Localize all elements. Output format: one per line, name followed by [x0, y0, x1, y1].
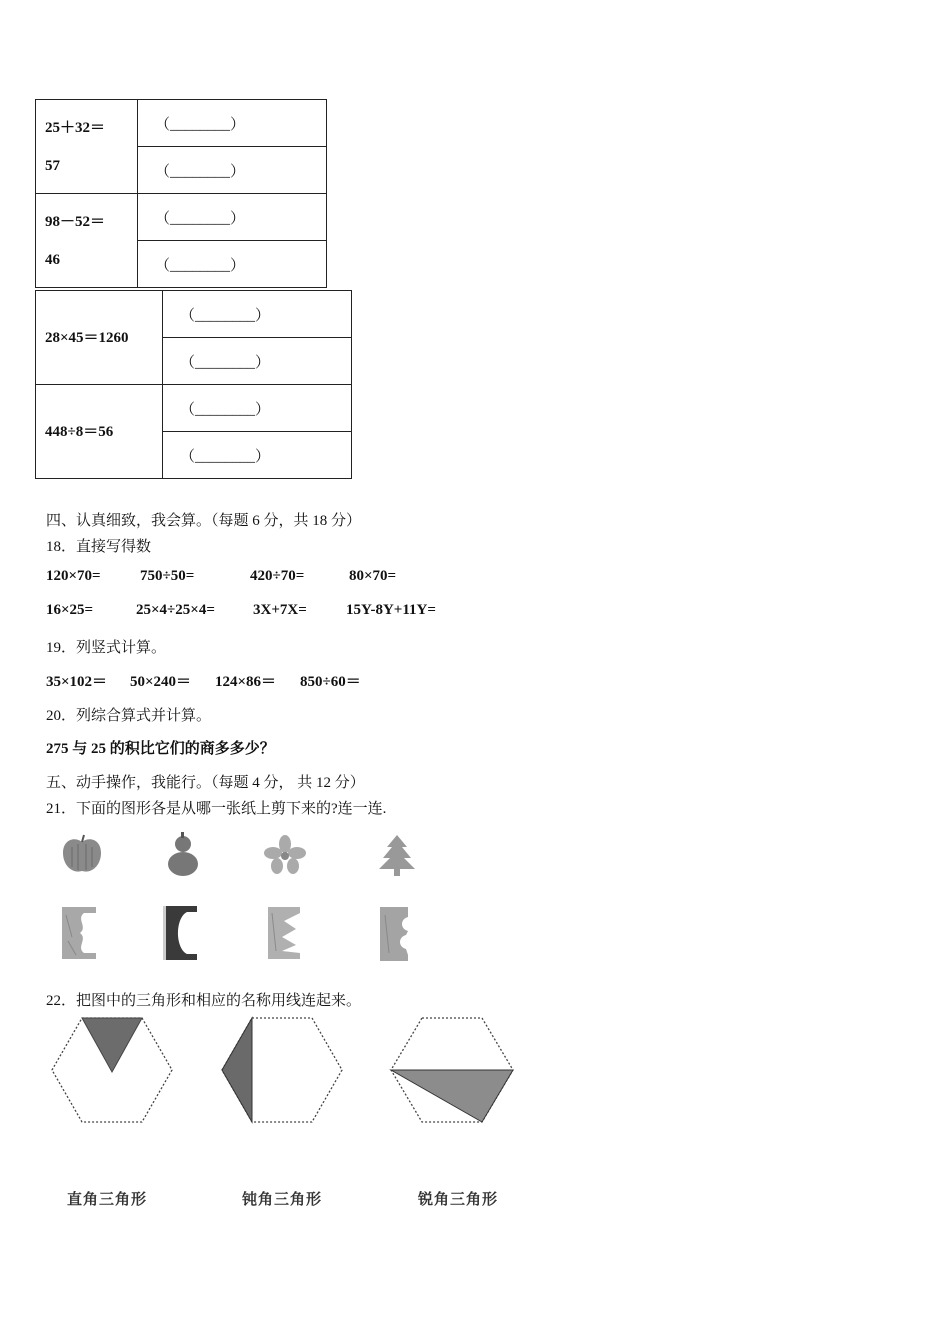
- expression: 850÷60＝: [300, 674, 361, 690]
- equation-cell: [36, 194, 138, 288]
- equation-table-2: [35, 290, 352, 479]
- expression: 120×70=: [46, 568, 101, 584]
- paper-cutout-2[interactable]: [163, 906, 199, 960]
- equation-result: 57: [45, 157, 60, 174]
- answer-blank[interactable]: （________）: [163, 291, 352, 338]
- hexagon-figure-3[interactable]: [389, 1016, 515, 1124]
- equation-table-1: [35, 99, 327, 288]
- equation-result: 46: [45, 251, 60, 268]
- tree-icon[interactable]: [377, 833, 417, 877]
- question-22: 22．把图中的三角形和相应的名称用线连起来。: [46, 993, 362, 1009]
- paper-cutout-3[interactable]: [268, 907, 302, 959]
- equation-cell: 448÷8＝56: [36, 385, 163, 479]
- question-21: 21．下面的图形各是从哪一张纸上剪下来的?连一连.: [46, 801, 387, 817]
- label-obtuse-triangle[interactable]: 钝角三角形: [242, 1192, 323, 1208]
- flower-icon[interactable]: [263, 835, 307, 875]
- equation-cell: [36, 100, 138, 194]
- hexagon-figure-2[interactable]: [220, 1016, 344, 1124]
- expression: 25×4÷25×4=: [136, 602, 215, 618]
- expression: 50×240＝: [130, 674, 192, 690]
- answer-blank[interactable]: （________）: [138, 147, 327, 194]
- expression: 124×86＝: [215, 674, 277, 690]
- label-acute-triangle[interactable]: 锐角三角形: [418, 1192, 499, 1208]
- label-right-triangle[interactable]: 直角三角形: [67, 1192, 148, 1208]
- question-18: 18．直接写得数: [46, 539, 152, 555]
- section-5-title: 五、动手操作，我能行。（每题 4 分， 共 12 分）: [46, 775, 365, 791]
- paper-cutout-4[interactable]: [380, 907, 412, 961]
- equation-text: 25＋32＝: [45, 119, 106, 136]
- paper-cutout-1[interactable]: [62, 907, 98, 959]
- answer-blank[interactable]: （________）: [163, 432, 352, 479]
- section-4-title: 四、认真细致，我会算。（每题 6 分，共 18 分）: [46, 513, 362, 529]
- answer-blank[interactable]: （________）: [163, 338, 352, 385]
- expression: 3X+7X=: [253, 602, 307, 618]
- apple-icon[interactable]: [60, 833, 104, 875]
- expression: 15Y-8Y+11Y=: [346, 602, 436, 618]
- question-20-text: 275 与 25 的积比它们的商多多少？: [46, 741, 275, 757]
- gourd-icon[interactable]: [165, 832, 201, 878]
- expression: 16×25=: [46, 602, 94, 618]
- answer-blank[interactable]: （________）: [163, 385, 352, 432]
- question-20: 20．列综合算式并计算。: [46, 708, 212, 724]
- expression: 35×102＝: [46, 674, 108, 690]
- expression: 750÷50=: [140, 568, 195, 584]
- expression: 80×70=: [349, 568, 397, 584]
- equation-cell: 28×45＝1260: [36, 291, 163, 385]
- hexagon-figure-1[interactable]: [50, 1016, 174, 1124]
- answer-blank[interactable]: （________）: [138, 241, 327, 288]
- answer-blank[interactable]: （________）: [138, 100, 327, 147]
- expression: 420÷70=: [250, 568, 305, 584]
- equation-text: 98－52＝: [45, 213, 106, 230]
- answer-blank[interactable]: （________）: [138, 194, 327, 241]
- question-19: 19．列竖式计算。: [46, 640, 167, 656]
